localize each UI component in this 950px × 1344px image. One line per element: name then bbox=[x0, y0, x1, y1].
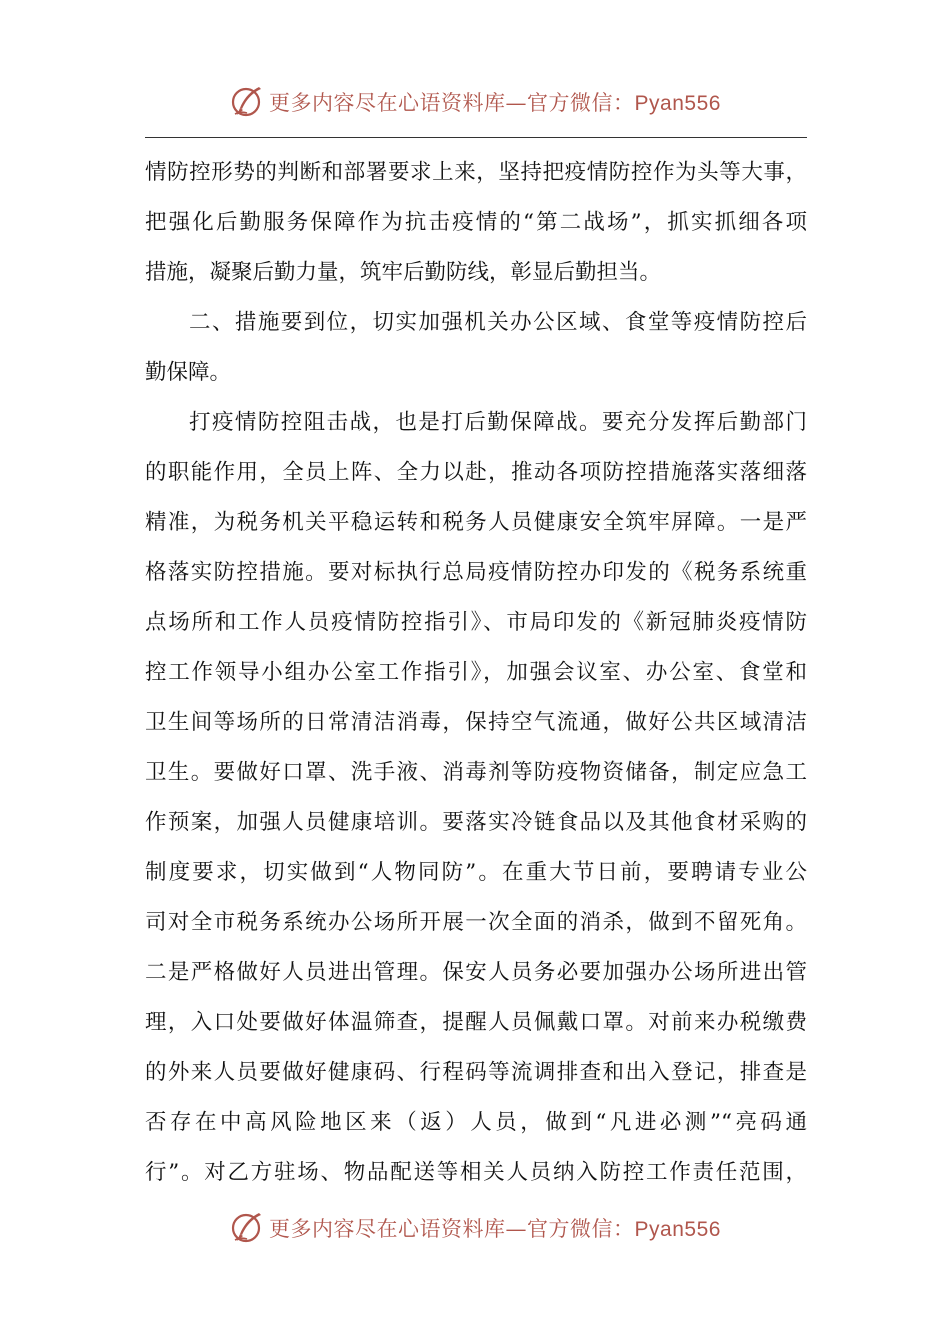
text-line: 否存在中高风险地区来（返）人员，做到“凡进必测”“亮码通 bbox=[145, 1110, 807, 1135]
text-line: 制度要求，切实做到“人物同防”。在重大节日前，要聘请专业公 bbox=[145, 860, 807, 885]
text-line: 的外来人员要做好健康码、行程码等流调排查和出入登记，排查是 bbox=[145, 1060, 807, 1085]
footer-text-main: 更多内容尽在心语资料库—官方微信： bbox=[269, 1217, 635, 1241]
header-divider bbox=[145, 137, 807, 138]
header-text bbox=[269, 87, 721, 117]
quill-pen-logo-icon bbox=[229, 84, 265, 120]
text-line: 把强化后勤服务保障作为抗击疫情的“第二战场”，抓实抓细各项 bbox=[145, 210, 807, 235]
text-line: 作预案，加强人员健康培训。要落实冷链食品以及其他食材采购的 bbox=[145, 810, 807, 835]
footer-text bbox=[269, 1213, 721, 1243]
section-heading-line: 勤保障。 bbox=[145, 360, 232, 385]
text-line: 卫生间等场所的日常清洁消毒，保持空气流通，做好公共区域清洁 bbox=[145, 710, 807, 735]
text-line: 精准，为税务机关平稳运转和税务人员健康安全筑牢屏障。一是严 bbox=[145, 510, 807, 535]
document-body bbox=[145, 148, 807, 1198]
header-text-main: 更多内容尽在心语资料库—官方微信： bbox=[269, 91, 635, 115]
text-line: 控工作领导小组办公室工作指引》，加强会议室、办公室、食堂和 bbox=[145, 660, 807, 685]
text-line: 卫生。要做好口罩、洗手液、消毒剂等防疫物资储备，制定应急工 bbox=[145, 760, 807, 785]
text-line: 措施，凝聚后勤力量，筑牢后勤防线，彰显后勤担当。 bbox=[145, 260, 662, 285]
text-line: 格落实防控措施。要对标执行总局疫情防控办印发的《税务系统重 bbox=[145, 560, 807, 585]
text-line: 行”。对乙方驻场、物品配送等相关人员纳入防控工作责任范围， bbox=[145, 1160, 807, 1185]
text-line: 理，入口处要做好体温筛查，提醒人员佩戴口罩。对前来办税缴费 bbox=[145, 1010, 807, 1035]
header-banner bbox=[0, 82, 950, 122]
section-heading-line: 二、措施要到位，切实加强机关办公区域、食堂等疫情防控后 bbox=[189, 310, 807, 335]
text-line: 打疫情防控阻击战，也是打后勤保障战。要充分发挥后勤部门 bbox=[189, 410, 807, 435]
footer-banner bbox=[0, 1208, 950, 1248]
footer-wechat-id: Pyan556 bbox=[634, 1218, 721, 1241]
text-line: 的职能作用，全员上阵、全力以赴，推动各项防控措施落实落细落 bbox=[145, 460, 807, 485]
header-wechat-id: Pyan556 bbox=[634, 92, 721, 115]
text-line: 二是严格做好人员进出管理。保安人员务必要加强办公场所进出管 bbox=[145, 960, 807, 985]
text-line: 司对全市税务系统办公场所开展一次全面的消杀，做到不留死角。 bbox=[145, 910, 807, 935]
text-line: 情防控形势的判断和部署要求上来，坚持把疫情防控作为头等大事， bbox=[145, 160, 807, 185]
text-line: 点场所和工作人员疫情防控指引》、市局印发的《新冠肺炎疫情防 bbox=[145, 610, 807, 635]
quill-pen-logo-icon bbox=[229, 1210, 265, 1246]
